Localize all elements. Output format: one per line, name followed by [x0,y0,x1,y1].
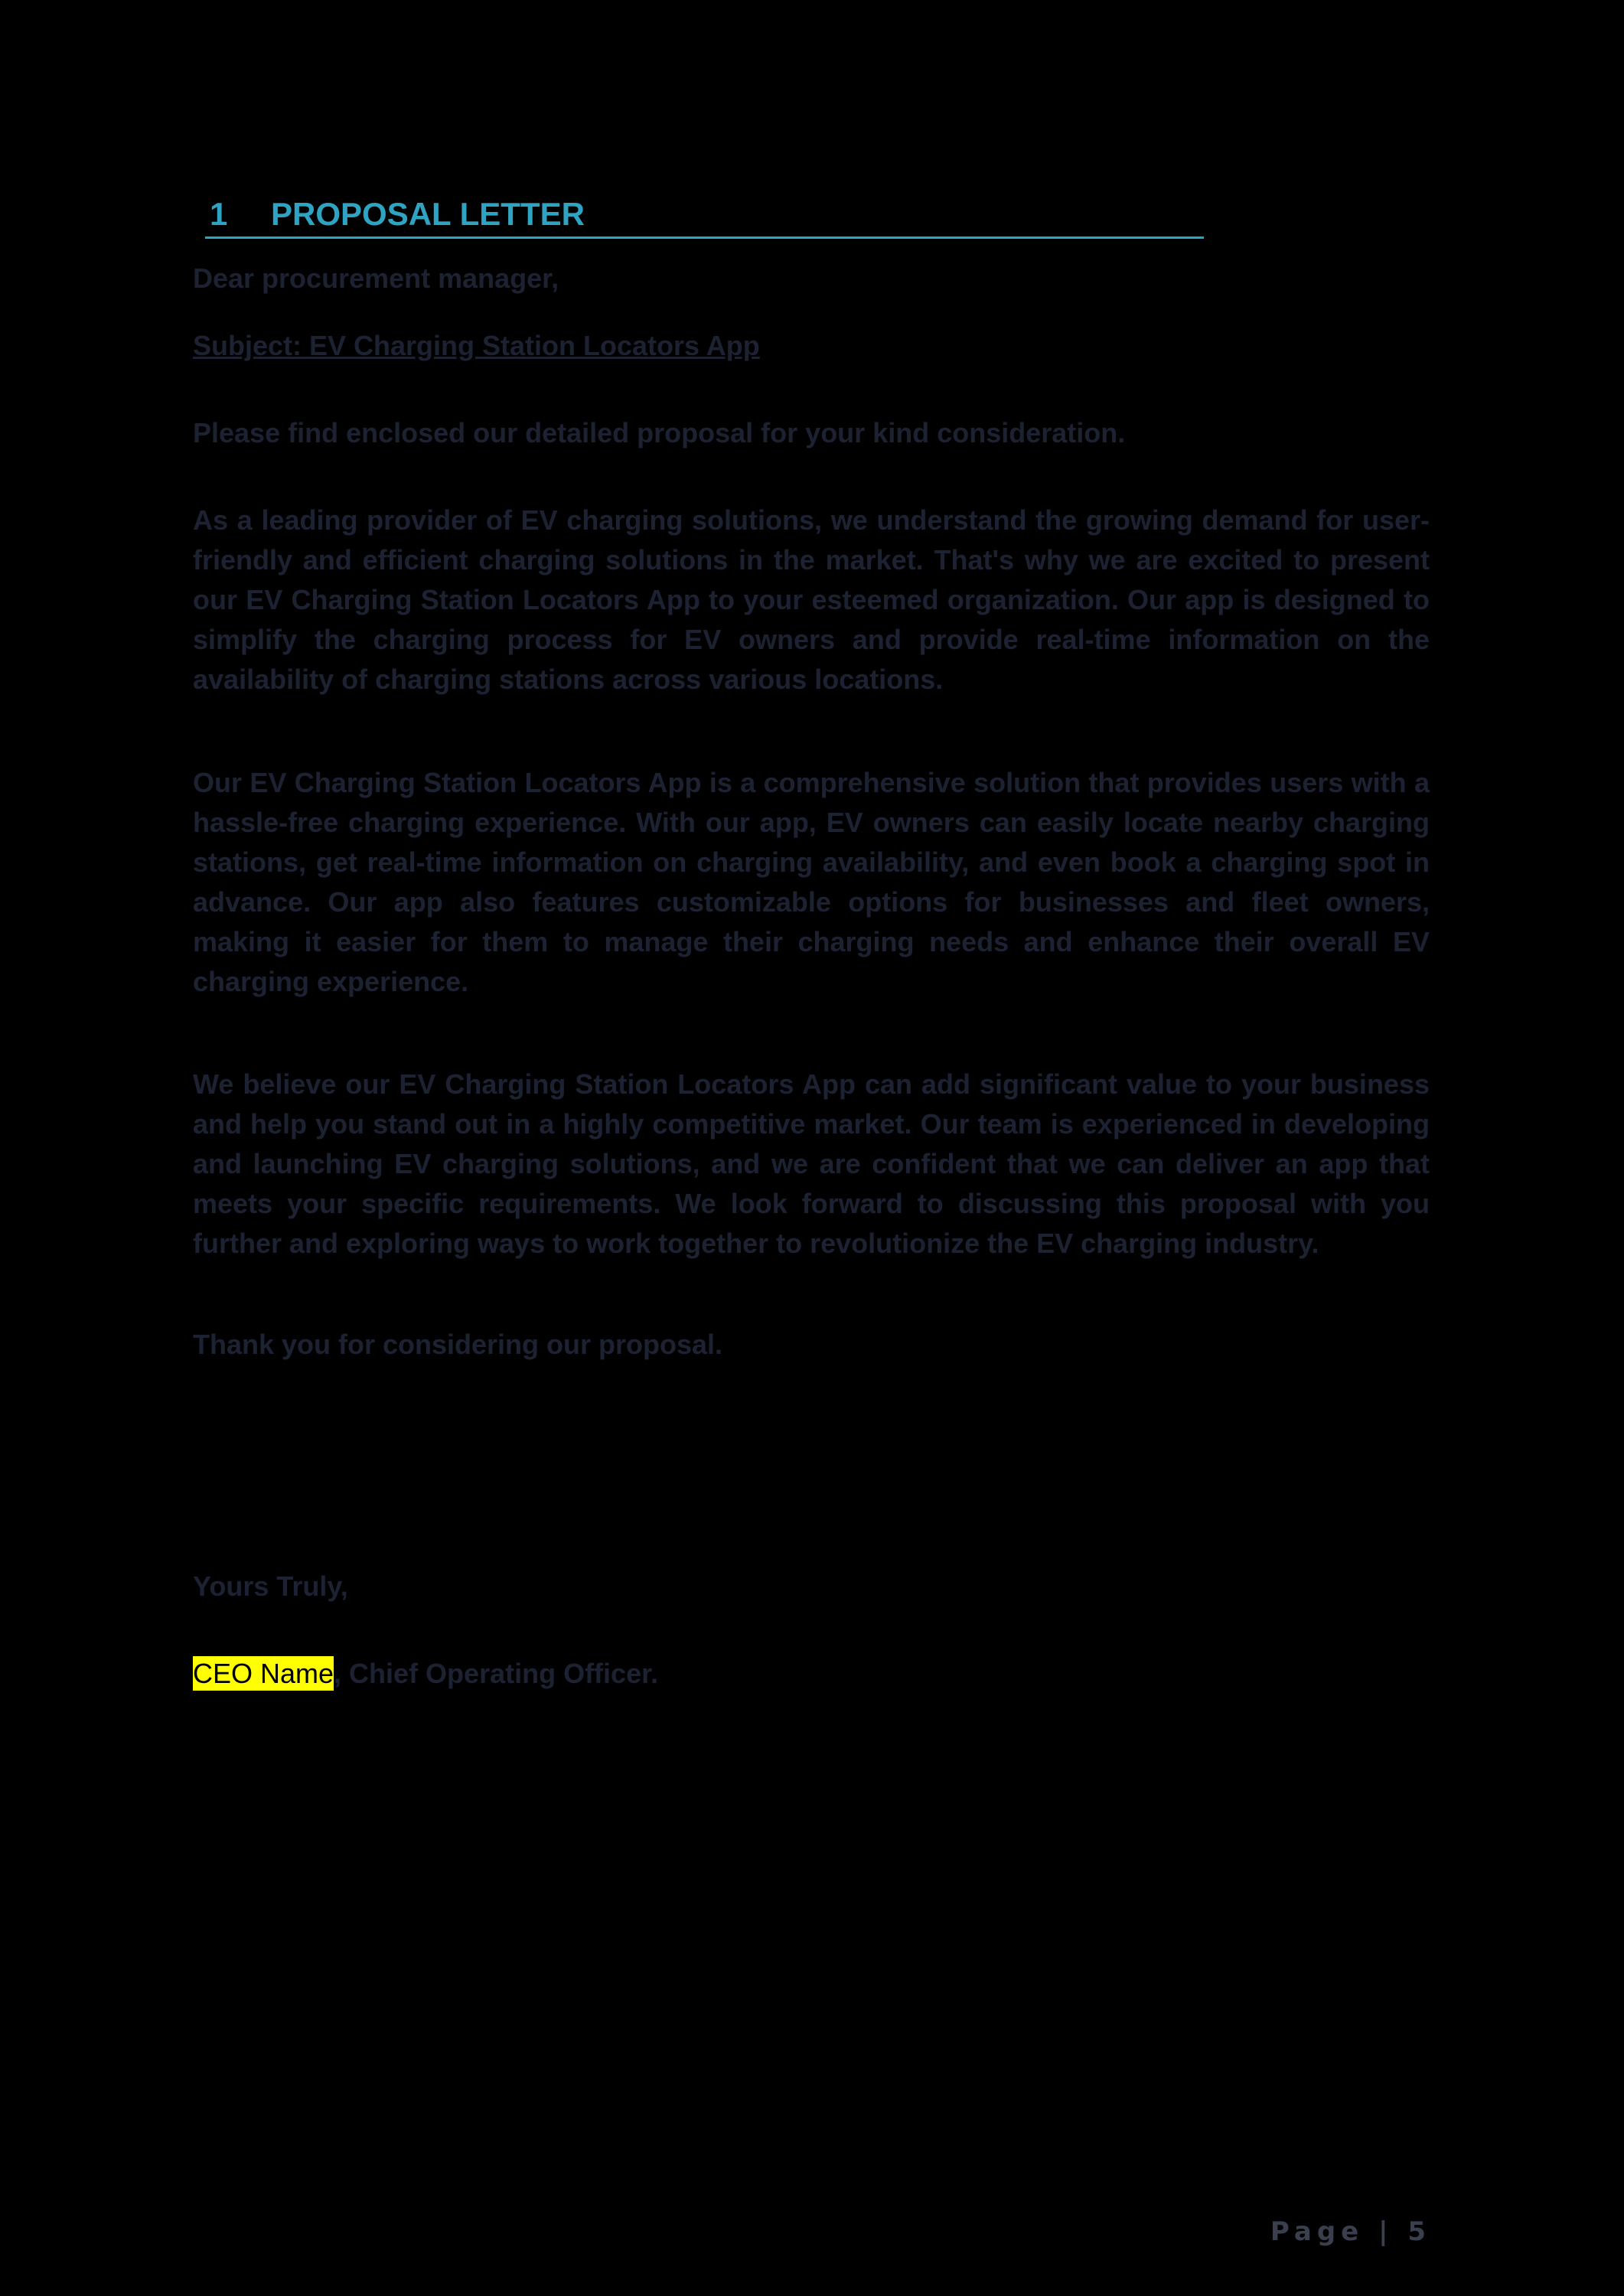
paragraph-3: We believe our EV Charging Station Locators App can add significant value to your business and help you stand out in a highly competitive market. Our team is experienced in developing and launching EV charging solutions, and we are confident that we can deliver an app that meets your specific requirements. We look forward to discussing this proposal with you further and exploring ways to work together to revolutionize the EV charging industry. [193,1068,1430,1259]
section-number: 1 [210,196,228,232]
section-title: PROPOSAL LETTER [271,196,585,232]
signer-name-placeholder: CEO Name [193,1658,334,1689]
thanks-line: Thank you for considering our proposal. [193,1329,723,1360]
page-number: Page | 5 [1270,2216,1431,2247]
paragraph-2: Our EV Charging Station Locators App is a comprehensive solution that provides users with a hassle-free charging experience. With our app, EV owners can easily locate nearby charging stations, get real-time information on charging availability, and even book a charging spot in advance. Our app also features customizable options for businesses and fleet owners, making it easier for them to manage their charging needs and enhance their overall EV charging experience. [193,767,1430,997]
section-heading [205,191,1204,239]
closing-line: Yours Truly, [193,1570,348,1602]
paragraph-1: As a leading provider of EV charging solutions, we understand the growing demand for user-friendly and efficient charging solutions in the market. That's why we are excited to present our EV Charging Station Locators App to your esteemed organization. Our app is designed to simplify the charging process for EV owners and provide real-time information on the availability of charging stations across various locations. [193,504,1430,695]
intro-line: Please find enclosed our detailed proposal for your kind consideration. [193,417,1126,448]
subject-line: Subject: EV Charging Station Locators App [193,330,760,361]
signature-line [193,1654,658,1694]
signer-role: , Chief Operating Officer. [334,1658,659,1689]
salutation: Dear procurement manager, [193,263,559,294]
